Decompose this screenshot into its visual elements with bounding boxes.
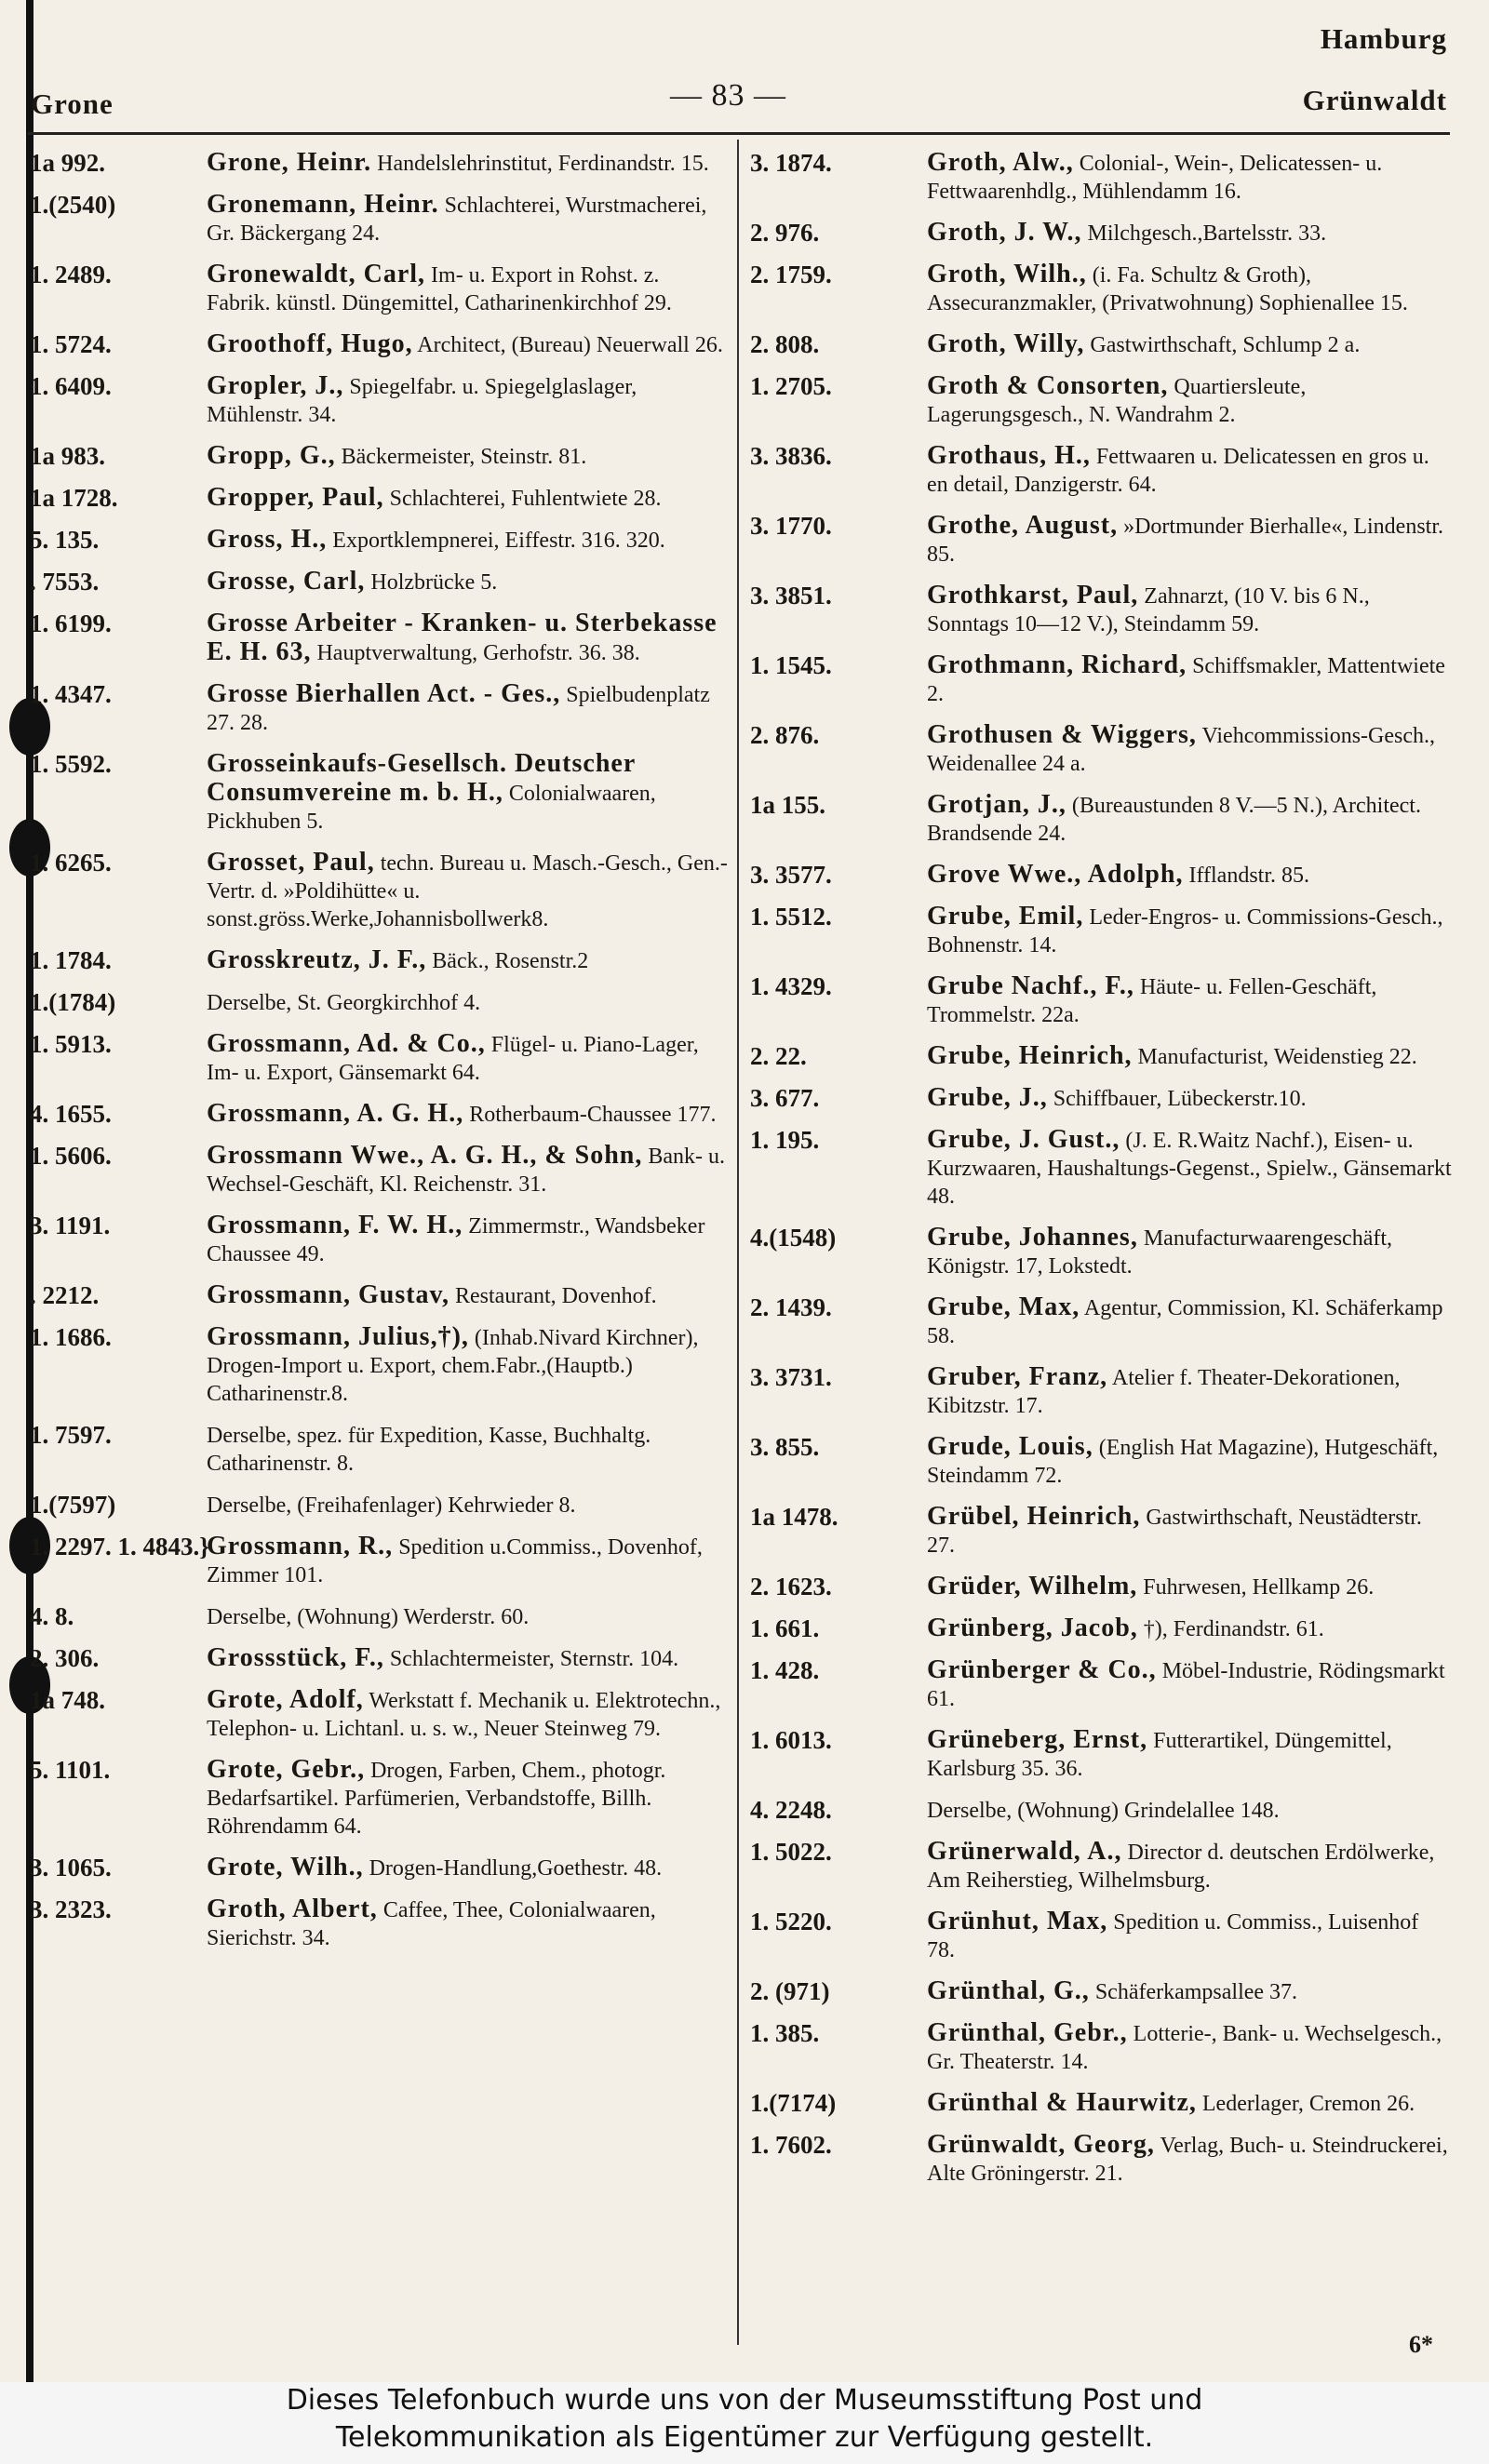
subscriber-name: Groothoff, Hugo, — [207, 329, 413, 358]
phone-number: 2. 1623. — [750, 1573, 832, 1600]
entry-detail: Schlachterei, Wurstmacherei, Gr. Bäckergang 24. — [207, 194, 707, 246]
entry-detail: Verlag, Buch- u. Steindruckerei, Alte Gröningerstr. 21. — [927, 2134, 1448, 2186]
directory-entry — [750, 219, 1452, 248]
directory-entry — [750, 1977, 1452, 2006]
left-column — [30, 149, 728, 1965]
entry-detail: Derselbe, spez. für Expedition, Kasse, Buchhaltg. Catharinenstr. 8. — [207, 1424, 651, 1476]
subscriber-name: Groth, Albert, — [207, 1895, 378, 1923]
subscriber-name: Grote, Adolf, — [207, 1685, 364, 1714]
directory-entry — [750, 1908, 1452, 1964]
directory-entry — [30, 1142, 728, 1199]
phone-number: 3. 3731. — [750, 1363, 832, 1391]
directory-entry — [30, 1421, 728, 1478]
phone-number: 1. 5022. — [750, 1838, 832, 1866]
entry-detail: Holzbrücke 5. — [370, 570, 498, 595]
entry-detail: Spedition u.Commiss., Dovenhof, Zimmer 101. — [207, 1535, 703, 1587]
phone-number: 1.(7174) — [750, 2089, 837, 2117]
entry-detail: Futterartikel, Düngemittel, Karlsburg 35. 36. — [927, 1729, 1392, 1781]
subscriber-name: Gronemann, Heinr. — [207, 190, 439, 219]
subscriber-name: Grünthal, Gebr., — [927, 2018, 1128, 2047]
phone-number: 4. 8. — [30, 1602, 74, 1630]
entry-detail: Flügel- u. Piano-Lager, Im- u. Export, Gänsemarkt 64. — [207, 1033, 699, 1085]
directory-entry — [30, 1533, 728, 1589]
phone-number: . 7553. — [30, 568, 100, 596]
subscriber-name: Grünwaldt, Georg, — [927, 2130, 1155, 2159]
notice-line: Dieses Telefonbuch wurde uns von der Museumsstiftung Post und — [286, 2384, 1203, 2417]
entry-detail: Schiffbauer, Lübeckerstr.10. — [1053, 1087, 1307, 1111]
entry-detail: (Inhab.Nivard Kirchner), Drogen-Import u. Export, chem.Fabr.,(Hauptb.) Catharinenstr.8. — [207, 1326, 699, 1406]
directory-entry — [750, 651, 1452, 708]
directory-entry — [30, 1281, 728, 1310]
subscriber-name: Grünberg, Jacob, — [927, 1614, 1138, 1642]
subscriber-name: Grube, Max, — [927, 1292, 1080, 1321]
phone-number: 1. 5220. — [750, 1908, 832, 1935]
header-rule — [28, 132, 1450, 135]
directory-entry — [750, 861, 1452, 890]
directory-entry — [750, 2089, 1452, 2118]
directory-entry — [750, 903, 1452, 959]
notice-line: Telekommunikation als Eigentümer zur Verfügung gestellt. — [335, 2421, 1154, 2454]
phone-number: 5. 1101. — [30, 1756, 111, 1784]
phone-number: 4.(1548) — [750, 1224, 837, 1252]
directory-entry — [750, 512, 1452, 569]
entry-detail: Handelslehrinstitut, Ferdinandstr. 15. — [377, 152, 709, 176]
subscriber-name: Grossmann, R., — [207, 1532, 394, 1560]
phone-number: 1. 6409. — [30, 372, 112, 400]
phone-number: . 2212. — [30, 1281, 100, 1309]
subscriber-name: Grossmann, Gustav, — [207, 1280, 449, 1309]
entry-detail: (i. Fa. Schultz & Groth), Assecuranzmakler, (Privatwohnung) Sophienallee 15. — [927, 263, 1408, 315]
phone-number: 1a 992. — [30, 149, 105, 177]
page-number: — 83 — — [670, 78, 786, 113]
entry-detail: Manufacturwaarengeschäft, Königstr. 17, Lokstedt. — [927, 1226, 1393, 1279]
entry-detail: (English Hat Magazine), Hutgeschäft, Steindamm 72. — [927, 1436, 1439, 1488]
subscriber-name: Grosse Bierhallen Act. - Ges., — [207, 679, 561, 708]
phone-number: 1a 748. — [30, 1686, 105, 1714]
phone-number: 1. 6013. — [750, 1726, 832, 1754]
subscriber-name: Grünberger & Co., — [927, 1655, 1157, 1684]
directory-entry — [750, 2019, 1452, 2076]
phone-number: 1. 5592. — [30, 750, 112, 778]
entry-detail: Bäck., Rosenstr.2 — [432, 949, 589, 973]
entry-detail: (Bureaustunden 8 V.—5 N.), Architect. Brandsende 24. — [927, 794, 1421, 846]
phone-number: 1. 5724. — [30, 330, 112, 358]
directory-entry — [30, 988, 728, 1017]
entry-detail: Lederlager, Cremon 26. — [1201, 2092, 1415, 2116]
entry-detail: Bäckermeister, Steinstr. 81. — [341, 445, 587, 469]
subscriber-name: Gropler, J., — [207, 371, 344, 400]
entry-detail: Spiegelfabr. u. Spiegelglaslager, Mühlenstr. 34. — [207, 375, 637, 427]
entry-detail: Häute- u. Fellen-Geschäft, Trommelstr. 22a. — [927, 975, 1377, 1027]
phone-number: 2. (971) — [750, 1977, 830, 2005]
directory-entry — [30, 849, 728, 933]
subscriber-name: Grossmann Wwe., A. G. H., & Sohn, — [207, 1141, 643, 1170]
phone-number: 4. 2248. — [750, 1796, 832, 1824]
entry-detail: Möbel-Industrie, Rödingsmarkt 61. — [927, 1659, 1445, 1711]
subscriber-name: Grube, Johannes, — [927, 1223, 1138, 1252]
phone-number: 1. 385. — [750, 2019, 820, 2047]
directory-entry — [30, 946, 728, 975]
phone-number: 1.(2540) — [30, 191, 116, 219]
directory-entry — [30, 261, 728, 317]
right-running-head: Grünwaldt — [1302, 84, 1447, 116]
directory-entry — [30, 526, 728, 555]
subscriber-name: Grothe, August, — [927, 511, 1119, 540]
entry-detail: †), Ferdinandstr. 61. — [1143, 1617, 1324, 1641]
phone-number: 2. 22. — [750, 1042, 807, 1070]
subscriber-name: Grove Wwe., Adolph, — [927, 860, 1184, 889]
directory-entry — [750, 372, 1452, 429]
directory-entry — [30, 609, 728, 667]
phone-number: 1. 2489. — [30, 261, 112, 288]
subscriber-name: Gropp, G., — [207, 441, 336, 470]
entry-detail: Caffee, Thee, Colonialwaaren, Sierichstr. 34. — [207, 1898, 656, 1950]
entry-detail: Zahnarzt, (10 V. bis 6 N., Sonntags 10—12 V.), Steindamm 59. — [927, 584, 1370, 636]
phone-number: 3. 855. — [750, 1433, 820, 1461]
entry-detail: Leder-Engros- u. Commissions-Gesch., Bohnenstr. 14. — [927, 905, 1443, 957]
phone-number: 1.(1784) — [30, 988, 116, 1016]
subscriber-name: Grube, Heinrich, — [927, 1041, 1133, 1070]
entry-detail: Quartiersleute, Lagerungsgesch., N. Wandrahm 2. — [927, 375, 1307, 427]
entry-detail: Derselbe, (Wohnung) Grindelallee 148. — [927, 1799, 1280, 1823]
phone-number: 1. 6265. — [30, 849, 112, 877]
directory-entry — [30, 330, 728, 359]
entry-detail: Atelier f. Theater-Dekorationen, Kibitzstr. 17. — [927, 1366, 1401, 1418]
subscriber-name: Grossmann, Julius,†), — [207, 1322, 469, 1351]
subscriber-name: Grote, Wilh., — [207, 1853, 364, 1881]
phone-number: 1. 5606. — [30, 1142, 112, 1170]
right-column — [750, 149, 1452, 2201]
phone-number: 2. 306. — [30, 1644, 100, 1672]
entry-detail: Gastwirthschaft, Schlump 2 a. — [1090, 333, 1361, 357]
directory-entry — [750, 582, 1452, 638]
subscriber-name: Groth, Wilh., — [927, 260, 1087, 288]
phone-number: 4. 1655. — [30, 1100, 112, 1128]
directory-entry — [30, 1895, 728, 1952]
phone-number: 3. 1065. — [30, 1854, 112, 1881]
phone-number: 1a 155. — [750, 791, 825, 819]
subscriber-name: Grossmann, A. G. H., — [207, 1099, 464, 1128]
directory-entry — [30, 1686, 728, 1743]
entry-detail: Colonialwaaren, Pickhuben 5. — [207, 782, 656, 834]
phone-number: 1. 4329. — [750, 972, 832, 1000]
column-divider — [737, 140, 739, 2345]
directory-entry — [750, 261, 1452, 317]
subscriber-name: Gruber, Franz, — [927, 1362, 1108, 1391]
directory-entry — [750, 1042, 1452, 1071]
directory-entry — [30, 1491, 728, 1520]
directory-entry — [750, 1726, 1452, 1783]
subscriber-name: Grube, Emil, — [927, 902, 1084, 931]
phone-number: 3. 1874. — [750, 149, 832, 177]
phone-number: 3. 2323. — [30, 1895, 112, 1923]
subscriber-name: Gross, H., — [207, 525, 328, 554]
phone-number: 1. 2705. — [750, 372, 832, 400]
left-running-head: Grone — [31, 87, 114, 120]
subscriber-name: Grosse Arbeiter - Kranken- u. Sterbekasse E. H. 63, — [207, 609, 718, 666]
directory-entry — [30, 372, 728, 429]
entry-detail: Derselbe, St. Georgkirchhof 4. — [207, 991, 481, 1015]
directory-entry — [30, 1323, 728, 1408]
directory-entry — [30, 1756, 728, 1841]
entry-detail: Schäferkampsallee 37. — [1094, 1980, 1298, 2004]
directory-entry — [30, 568, 728, 596]
phone-number: 1. 5913. — [30, 1030, 112, 1058]
directory-entry — [30, 680, 728, 737]
entry-detail: Fuhrwesen, Hellkamp 26. — [1143, 1575, 1375, 1600]
city-heading: Hamburg — [1320, 22, 1447, 55]
subscriber-name: Grube, J. Gust., — [927, 1125, 1120, 1154]
subscriber-name: Grube, J., — [927, 1083, 1048, 1112]
entry-detail: Rotherbaum-Chaussee 177. — [469, 1103, 717, 1127]
directory-entry — [30, 149, 728, 178]
subscriber-name: Grosset, Paul, — [207, 848, 375, 877]
entry-detail: Architect, (Bureau) Neuerwall 26. — [417, 333, 723, 357]
directory-entry — [750, 1224, 1452, 1280]
subscriber-name: Grünhut, Max, — [927, 1907, 1108, 1935]
directory-entry — [750, 1503, 1452, 1560]
entry-detail: Derselbe, (Freihafenlager) Kehrwieder 8. — [207, 1493, 576, 1518]
directory-entry — [30, 1212, 728, 1268]
subscriber-name: Grosskreutz, J. F., — [207, 945, 427, 974]
subscriber-name: Grossmann, Ad. & Co., — [207, 1029, 486, 1058]
entry-detail: Bank- u. Wechsel-Geschäft, Kl. Reichenstr. 31. — [207, 1145, 726, 1197]
subscriber-name: Grube Nachf., F., — [927, 971, 1134, 1000]
phone-number: 1. 1784. — [30, 946, 112, 974]
phone-number: 3. 1770. — [750, 512, 832, 540]
subscriber-name: Grünthal, G., — [927, 1976, 1090, 2005]
subscriber-name: Grübel, Heinrich, — [927, 1502, 1141, 1531]
phone-number: 2. 808. — [750, 330, 820, 358]
phone-number: 1a 1728. — [30, 484, 118, 512]
phone-number: 1a 1478. — [750, 1503, 838, 1531]
directory-entry — [30, 750, 728, 836]
phone-number: 1. 1545. — [750, 651, 832, 679]
subscriber-name: Gronewaldt, Carl, — [207, 260, 426, 288]
directory-entry — [750, 330, 1452, 359]
directory-entry — [750, 1363, 1452, 1420]
entry-detail: Im- u. Export in Rohst. z. Fabrik. künstl. Düngemittel, Catharinenkirchhof 29. — [207, 263, 672, 315]
phone-number: 5. 135. — [30, 526, 100, 554]
subscriber-name: Grosseinkaufs-Gesellsch. Deutscher Consumvereine m. b. H., — [207, 749, 636, 807]
directory-entry — [750, 1293, 1452, 1350]
entry-detail: Drogen-Handlung,Goethestr. 48. — [369, 1856, 663, 1881]
phone-number: 1. 195. — [750, 1126, 820, 1154]
subscriber-name: Groth, J. W., — [927, 218, 1082, 247]
entry-detail: (J. E. R.Waitz Nachf.), Eisen- u. Kurzwaaren, Haushaltungs-Gegenst., Spielw., Gänsemarkt 48. — [927, 1129, 1452, 1209]
directory-entry — [750, 1838, 1452, 1895]
phone-number: 1. 2297. 1. 4843.} — [30, 1533, 209, 1560]
entry-detail: Ifflandstr. 85. — [1188, 864, 1309, 888]
directory-entry — [750, 721, 1452, 778]
phone-number: 3. 677. — [750, 1084, 820, 1112]
entry-detail: Derselbe, (Wohnung) Werderstr. 60. — [207, 1605, 530, 1629]
entry-detail: Schlachterei, Fuhlentwiete 28. — [389, 487, 662, 511]
subscriber-name: Grothusen & Wiggers, — [927, 720, 1197, 749]
subscriber-name: Groth, Alw., — [927, 148, 1074, 177]
phone-number: 1.(7597) — [30, 1491, 116, 1519]
phone-number: 1a 983. — [30, 442, 105, 470]
directory-entry — [30, 442, 728, 471]
phone-number: 2. 1759. — [750, 261, 832, 288]
phone-number: 3. 1191. — [30, 1212, 111, 1239]
entry-detail: Manufacturist, Weidenstieg 22. — [1137, 1045, 1417, 1069]
subscriber-name: Grosse, Carl, — [207, 567, 366, 596]
phone-number: 1. 6199. — [30, 609, 112, 637]
entry-detail: Zimmermstr., Wandsbeker Chaussee 49. — [207, 1214, 705, 1266]
subscriber-name: Grothkarst, Paul, — [927, 581, 1139, 609]
phone-number: 3. 3577. — [750, 861, 832, 889]
phone-number: 2. 976. — [750, 219, 820, 247]
entry-detail: techn. Bureau u. Masch.-Gesch., Gen.-Vertr. d. »Poldihütte« u. sonst.gröss.Werke,Johannisbollwerk8. — [207, 851, 728, 931]
directory-entry — [30, 1644, 728, 1673]
entry-detail: Agentur, Commission, Kl. Schäferkamp 58. — [927, 1296, 1443, 1348]
subscriber-name: Grossstück, F., — [207, 1643, 384, 1672]
entry-detail: Restaurant, Dovenhof. — [455, 1284, 657, 1308]
entry-detail: Drogen, Farben, Chem., photogr. Bedarfsartikel. Parfümerien, Verbandstoffe, Billh. Röhrendamm 64. — [207, 1759, 666, 1839]
subscriber-name: Grotjan, J., — [927, 790, 1066, 819]
phone-number: 2. 876. — [750, 721, 820, 749]
subscriber-name: Grüder, Wilhelm, — [927, 1572, 1138, 1600]
subscriber-name: Grossmann, F. W. H., — [207, 1211, 463, 1239]
subscriber-name: Grude, Louis, — [927, 1432, 1093, 1461]
phone-number: 3. 3836. — [750, 442, 832, 470]
phone-number: 1. 4347. — [30, 680, 112, 708]
subscriber-name: Groth, Willy, — [927, 329, 1085, 358]
directory-entry — [30, 1854, 728, 1882]
phone-number: 1. 661. — [750, 1614, 820, 1642]
subscriber-name: Groth & Consorten, — [927, 371, 1169, 400]
entry-detail: Hauptverwaltung, Gerhofstr. 36. 38. — [316, 641, 640, 665]
entry-detail: Viehcommissions-Gesch., Weidenallee 24 a. — [927, 724, 1436, 776]
entry-detail: Schiffsmakler, Mattentwiete 2. — [927, 654, 1445, 706]
directory-entry — [30, 1100, 728, 1129]
directory-entry — [30, 1030, 728, 1087]
entry-detail: Werkstatt f. Mechanik u. Elektrotechn., Telephon- u. Lichtanl. u. s. w., Neuer Steinweg 79. — [207, 1689, 721, 1741]
entry-detail: Gastwirthschaft, Neustädterstr. 27. — [927, 1506, 1422, 1558]
entry-detail: Spielbudenplatz 27. 28. — [207, 683, 710, 735]
subscriber-name: Gropper, Paul, — [207, 483, 384, 512]
subscriber-name: Grothmann, Richard, — [927, 650, 1187, 679]
phone-number: 3. 3851. — [750, 582, 832, 609]
subscriber-name: Grünthal & Haurwitz, — [927, 2088, 1197, 2117]
phone-number: 1. 7597. — [30, 1421, 112, 1449]
directory-entry — [30, 484, 728, 513]
directory-entry — [750, 1126, 1452, 1211]
entry-detail: Colonial-, Wein-, Delicatessen- u. Fettwaarenhdlg., Mühlendamm 16. — [927, 152, 1383, 204]
entry-detail: Schlachtermeister, Sternstr. 104. — [389, 1647, 679, 1671]
directory-entry — [30, 191, 728, 248]
directory-entry — [750, 149, 1452, 206]
phone-number: 1. 1686. — [30, 1323, 112, 1351]
entry-detail: Milchgesch.,Bartelsstr. 33. — [1087, 221, 1327, 246]
phone-number: 2. 1439. — [750, 1293, 832, 1321]
entry-detail: Spedition u. Commiss., Luisenhof 78. — [927, 1910, 1419, 1962]
directory-entry — [30, 1602, 728, 1631]
entry-detail: Director d. deutschen Erdölwerke, Am Reiherstieg, Wilhelmsburg. — [927, 1841, 1435, 1893]
subscriber-name: Grote, Gebr., — [207, 1755, 366, 1784]
directory-entry — [750, 1573, 1452, 1601]
subscriber-name: Grothaus, H., — [927, 441, 1091, 470]
directory-entry — [750, 2131, 1452, 2188]
entry-detail: Lotterie-, Bank- u. Wechselgesch., Gr. Theaterstr. 14. — [927, 2022, 1442, 2074]
phone-number: 1. 7602. — [750, 2131, 832, 2159]
directory-entry — [750, 791, 1452, 848]
subscriber-name: Grüneberg, Ernst, — [927, 1725, 1148, 1754]
directory-entry — [750, 442, 1452, 499]
directory-entry — [750, 972, 1452, 1029]
ownership-notice — [0, 2382, 1489, 2464]
signature-mark: 6* — [1409, 2331, 1433, 2358]
directory-entry — [750, 1796, 1452, 1825]
phone-number: 1. 428. — [750, 1656, 820, 1684]
entry-detail: Fettwaaren u. Delicatessen en gros u. en detail, Danzigerstr. 64. — [927, 445, 1429, 497]
directory-entry — [750, 1656, 1452, 1713]
directory-entry — [750, 1084, 1452, 1113]
subscriber-name: Grone, Heinr. — [207, 148, 372, 177]
entry-detail: »Dortmunder Bierhalle«, Lindenstr. 85. — [927, 515, 1443, 567]
entry-detail: Exportklempnerei, Eiffestr. 316. 320. — [332, 529, 665, 553]
directory-entry — [750, 1614, 1452, 1643]
directory-entry — [750, 1433, 1452, 1490]
phone-number: 1. 5512. — [750, 903, 832, 931]
subscriber-name: Grünerwald, A., — [927, 1837, 1122, 1866]
